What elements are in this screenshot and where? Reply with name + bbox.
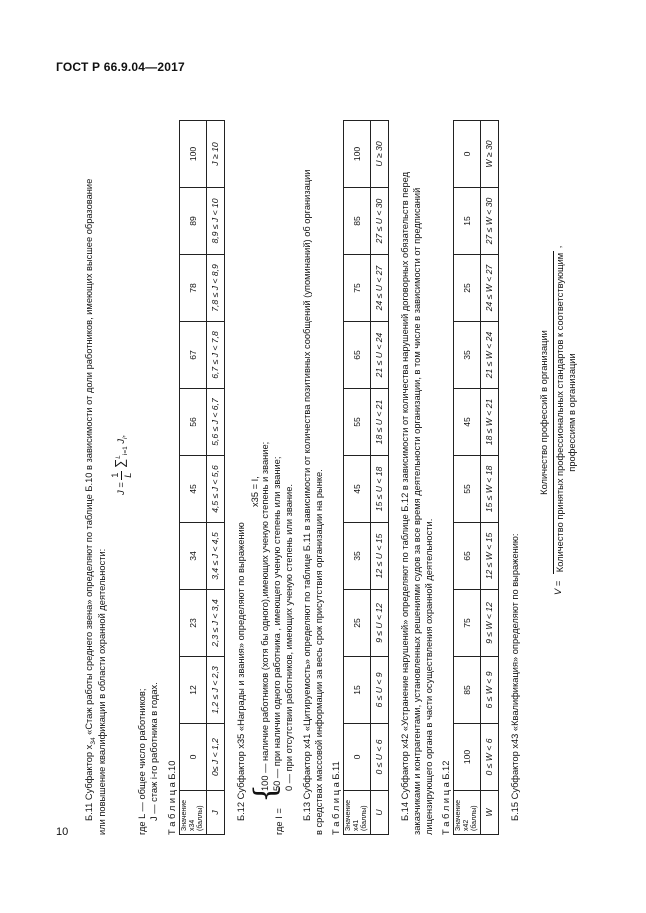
- table10-head-var: J: [207, 791, 225, 835]
- b15-formula: V = Количество профессий в организации Количество принятых профессиональных стандартов к соответствующим профессиям в организации ,: [539, 245, 578, 595]
- table-cell: 56: [180, 389, 207, 456]
- b11-where-l: где L — общее число работников;: [137, 688, 147, 835]
- document-header: ГОСТ Р 66.9.04—2017: [56, 60, 185, 74]
- table-cell: 0: [180, 724, 207, 791]
- table-cell: 21 ≤ U < 24: [371, 322, 389, 389]
- table11-range-row: [371, 121, 389, 835]
- table-cell: 27 ≤ W < 30: [481, 188, 499, 255]
- b13-line-2: в средствах массовой информации за весь срок присутствия организации на рынке.: [314, 469, 324, 835]
- table12-score-row: [454, 121, 481, 835]
- table-cell: 6 ≤ W < 9: [481, 657, 499, 724]
- table-cell: 85: [454, 657, 481, 724]
- table-cell: 35: [454, 322, 481, 389]
- b14-line-1: Б.14 Субфактор x42 «Устранение нарушений» определяют по таблице Б.12 в зависимости от количества нарушений договорных обязательств перед: [400, 171, 410, 821]
- table-cell: J ≥ 10: [207, 121, 225, 188]
- table-cell: 85: [344, 188, 371, 255]
- b14-line-3: лицензирующего органа в части осуществления охранной деятельности.: [424, 518, 434, 835]
- b12-case-3: 0 — при отсутствии работников, имеющих ученую степень или звание.: [284, 484, 294, 791]
- table-cell: 0 ≤ U < 6: [371, 724, 389, 791]
- b11-where-j: J — стаж i-го работника в годах.: [149, 682, 159, 821]
- table-cell: 3,4 ≤ J < 4,5: [207, 523, 225, 590]
- table12-range-row: [481, 121, 499, 835]
- table-cell: 45: [344, 456, 371, 523]
- table11-head-var: U: [371, 791, 389, 835]
- table-cell: 6,7 ≤ J < 7,8: [207, 322, 225, 389]
- table-cell: 24 ≤ U < 27: [371, 255, 389, 322]
- b15-line-1: Б.15 Субфактор x43 «Квалификация» определяют по выражению:: [510, 533, 520, 821]
- table-cell: 6 ≤ U < 9: [371, 657, 389, 724]
- table-cell: 45: [454, 389, 481, 456]
- table-cell: 65: [344, 322, 371, 389]
- table-cell: 21 ≤ W < 24: [481, 322, 499, 389]
- table12-head-var: W: [481, 791, 499, 835]
- table-cell: 78: [180, 255, 207, 322]
- table-cell: 25: [344, 590, 371, 657]
- table-cell: 0: [454, 121, 481, 188]
- table10-score-row: [180, 121, 207, 835]
- table-cell: 5,6 ≤ J < 6,7: [207, 389, 225, 456]
- b14-line-2: заказчиками и контрагентами, установленных решениями судов за все время деятельности организации, в том числе в зависимости от предписаний: [412, 187, 422, 835]
- b13-line-1: Б.13 Субфактор x41 «Цитируемость» определяют по таблице Б.11 в зависимости от количества позитивных сообщений (упоминаний) об организации: [302, 169, 312, 821]
- table-cell: 7,8 ≤ J < 8,9: [207, 255, 225, 322]
- table-cell: 18 ≤ U < 21: [371, 389, 389, 456]
- b11-line-2: или повышение квалификации в области охранной деятельности:: [97, 548, 107, 835]
- table-cell: 55: [454, 456, 481, 523]
- table-cell: 75: [454, 590, 481, 657]
- table-cell: 18 ≤ W < 21: [481, 389, 499, 456]
- table-cell: W ≥ 30: [481, 121, 499, 188]
- table-cell: 15: [344, 657, 371, 724]
- table-cell: 100: [454, 724, 481, 791]
- table10-caption: Т а б л и ц а Б.10: [167, 760, 177, 835]
- table-cell: 0≤ J < 1,2: [207, 724, 225, 791]
- table-cell: 12 ≤ U < 15: [371, 523, 389, 590]
- table-cell: 0: [344, 724, 371, 791]
- table-cell: 75: [344, 255, 371, 322]
- b12-where-prefix: где I =: [274, 808, 284, 835]
- table-b12: [453, 120, 499, 835]
- left-brace-icon: {: [248, 783, 283, 803]
- b12-line-1: Б.12 Субфактор x35 «Награды и звания» определяют по выражению: [236, 522, 246, 821]
- b12-case-1: 100 — наличие работников (хотя бы одного),имеющих ученую степень и звание;: [260, 441, 270, 791]
- table-cell: 25: [454, 255, 481, 322]
- table-cell: 35: [344, 523, 371, 590]
- table-cell: 12 ≤ W < 15: [481, 523, 499, 590]
- table-cell: 89: [180, 188, 207, 255]
- table-cell: U ≥ 30: [371, 121, 389, 188]
- table12-caption: Т а б л и ц а Б.12: [441, 760, 451, 835]
- table12-head-score: Значение x42 (баллы): [454, 791, 481, 835]
- table-cell: 1,2 ≤ J < 2,3: [207, 657, 225, 724]
- table-cell: 55: [344, 389, 371, 456]
- table-cell: 100: [344, 121, 371, 188]
- table-cell: 27 ≤ U < 30: [371, 188, 389, 255]
- table-cell: 8,9 ≤ J < 10: [207, 188, 225, 255]
- table-cell: 100: [180, 121, 207, 188]
- table10-head-score: Значение x34 (баллы): [180, 791, 207, 835]
- table11-score-row: [344, 121, 371, 835]
- b12-case-2: 50 — при наличии одного работника , имеющего ученую степень или звание;: [272, 456, 282, 791]
- table11-caption: Т а б л и ц а Б.11: [331, 761, 341, 835]
- table-cell: 0 ≤ W < 6: [481, 724, 499, 791]
- rotated-content: [83, 95, 623, 835]
- table-cell: 67: [180, 322, 207, 389]
- table-cell: 4,5 ≤ J < 5,6: [207, 456, 225, 523]
- table-cell: 15 ≤ U < 18: [371, 456, 389, 523]
- table-cell: 9 ≤ W < 12: [481, 590, 499, 657]
- b11-line-1: Б.11 Субфактор $x_{34}$ «Стаж работы среднего звена» определяют по таблице Б.10 в зависимости от доли работников, имеющих высшее образование: [84, 178, 97, 821]
- table-b11: [343, 120, 389, 835]
- table-cell: 34: [180, 523, 207, 590]
- table-cell: 23: [180, 590, 207, 657]
- table-cell: 2,3 ≤ J < 3,4: [207, 590, 225, 657]
- table11-head-score: Значение x41 (баллы): [344, 791, 371, 835]
- table-cell: 45: [180, 456, 207, 523]
- b11-formula: J = 1 L ∑$^L_{i=1}$ $J_i$,: [110, 434, 134, 495]
- b12-formula: x35 = I,: [250, 476, 260, 507]
- table-cell: 65: [454, 523, 481, 590]
- table-cell: 15 ≤ W < 18: [481, 456, 499, 523]
- table-cell: 24 ≤ W < 27: [481, 255, 499, 322]
- table-cell: 12: [180, 657, 207, 724]
- table10-range-row: [207, 121, 225, 835]
- table-cell: 15: [454, 188, 481, 255]
- table-b10: [179, 120, 225, 835]
- table-cell: 9 ≤ U < 12: [371, 590, 389, 657]
- page-number: 10: [56, 826, 69, 838]
